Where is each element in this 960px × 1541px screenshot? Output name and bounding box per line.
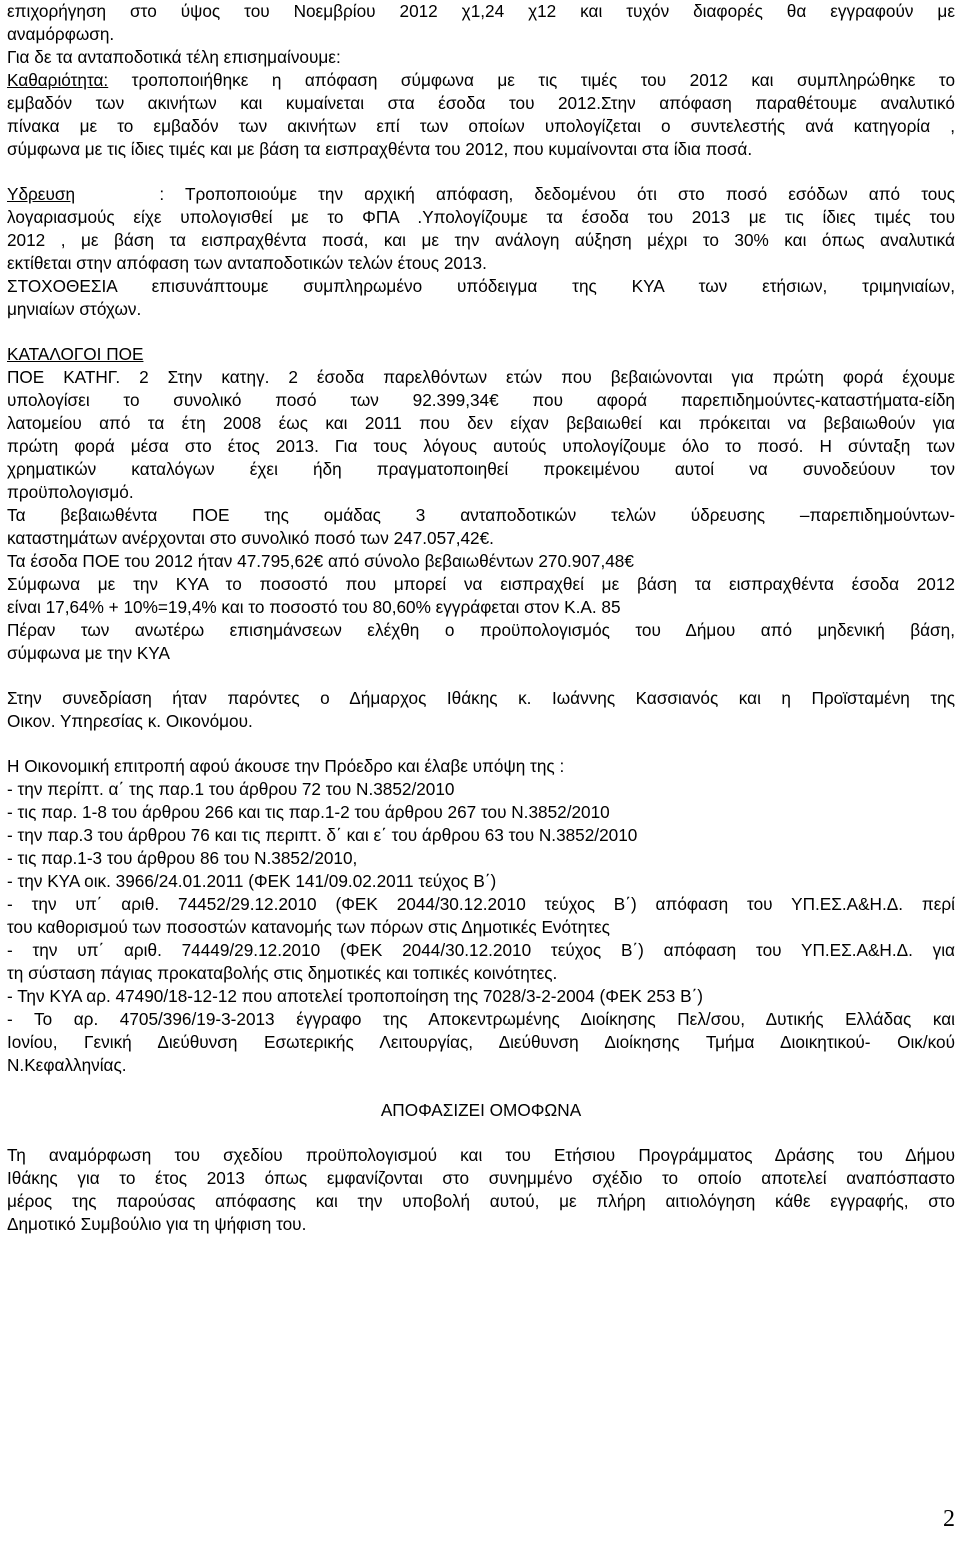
catalogs-heading: ΚΑΤΑΛΟΓΟΙ ΠΟΕ	[7, 344, 144, 364]
list-item: - την περίπτ. α΄ της παρ.1 του άρθρου 72 του Ν.3852/2010	[7, 779, 455, 799]
body-line: είναι 17,64% + 10%=19,4% και το ποσοστό του 80,60% εγγράφεται στον Κ.Α. 85	[7, 597, 621, 617]
list-item: - Την ΚΥΑ αρ. 47490/18-12-12 που αποτελεί τροποποίηση της 7028/3-2-2004 (ΦΕΚ 253 Β΄)	[7, 986, 704, 1006]
list-item: τη σύσταση πάγιας προκαταβολής στις δημοτικές και τοπικές κοινότητες.	[7, 963, 558, 983]
body-line: χρηματικών καταλόγων έχει ήδη πραγματοποιηθεί προκειμένου αυτοί να συνοδεύουν τον	[7, 459, 955, 479]
body-line: σύμφωνα με την ΚΥΑ	[7, 643, 170, 663]
list-item: - την υπ΄ αριθ. 74449/29.12.2010 (ΦΕΚ 2044/30.12.2010 τεύχος Β΄) απόφαση του ΥΠ.ΕΣ.Α&Η.Δ. για	[7, 940, 955, 960]
body-line: Δημοτικό Συμβούλιο για τη ψήφιση του.	[7, 1214, 307, 1234]
body-line: Πέραν των ανωτέρω επισημάνσεων ελέχθη ο προϋπολογισμός του Δήμου από μηδενική βάση,	[7, 620, 955, 640]
body-line: Ιθάκης για το έτος 2013 όπως εμφανίζονται στο συνημμένο σχέδιο το οποίο αποτελεί αναπόσπαστο	[7, 1168, 955, 1188]
decision-heading: ΑΠΟΦΑΣΙΖΕΙ ΟΜΟΦΩΝΑ	[380, 1100, 582, 1120]
list-item: - τις παρ. 1-8 του άρθρου 266 και τις παρ.1-2 του άρθρου 267 του Ν.3852/2010	[7, 802, 610, 822]
body-line: Τα βεβαιωθέντα ΠΟΕ της ομάδας 3 ανταποδοτικών τελών ύδρευσης –παρεπιδημούντων-	[7, 505, 955, 525]
body-line: αναμόρφωση.	[7, 24, 115, 44]
body-line: επιχορήγηση στο ύψος του Νοεμβρίου 2012 χ1,24 χ12 και τυχόν διαφορές θα εγγραφούν με	[7, 1, 955, 21]
body-line: σύμφωνα με τις ίδιες τιμές και με βάση τα εισπραχθέντα του 2012, που κυμαίνονται στα ίδια ποσά.	[7, 139, 753, 159]
document-page	[7, 0, 955, 1236]
body-line: μέρος της παρούσας απόφασης και την υποβολή αυτού, με πλήρη αιτιολόγηση κάθε εγγραφής, στο	[7, 1191, 955, 1211]
list-item: - την παρ.3 του άρθρου 76 και τις περιπτ. δ΄ και ε΄ του άρθρου 63 του Ν.3852/2010	[7, 825, 638, 845]
body-line: Στην συνεδρίαση ήταν παρόντες ο Δήμαρχος Ιθάκης κ. Ιωάννης Κασσιανός και η Προϊσταμένη της	[7, 688, 955, 708]
considerations-heading: Η Οικονομική επιτροπή αφού άκουσε την Πρόεδρο και έλαβε υπόψη της :	[7, 756, 565, 776]
body-line: πρώτη φορά μέσα στο έτος 2013. Για τους λόγους αυτούς υπολογίζουμε όλο το ποσό. Η σύνταξη των	[7, 436, 955, 456]
body-line: Οικον. Υπηρεσίας κ. Οικονόμου.	[7, 711, 253, 731]
body-line: εμβαδόν των ακινήτων και κυμαίνεται στα έσοδα του 2012.Στην απόφαση παραθέτουμε αναλυτικό	[7, 93, 955, 113]
body-line: πίνακα με το εμβαδόν των ακινήτων επί των οποίων υπολογίζεται ο συντελεστής ανά κατηγορία ,	[7, 116, 955, 136]
body-line: 2012 , με βάση τα εισπραχθέντα ποσά, και με την ανάλογη αύξηση μέχρι το 30% και όπως αναλυτικά	[7, 230, 955, 250]
list-item: - τις παρ.1-3 του άρθρου 86 του Ν.3852/2010,	[7, 848, 358, 868]
cleaning-paragraph-first-line: Καθαριότητα: τροποποιήθηκε η απόφαση σύμφωνα με τις τιμές του 2012 και συμπληρώθηκε το	[7, 70, 955, 90]
body-line: Τα έσοδα ΠΟΕ του 2012 ήταν 47.795,62€ από σύνολο βεβαιωθέντων 270.907,48€	[7, 551, 634, 571]
body-line: υπολογίσει το συνολικό ποσό των 92.399,34€ που αφορά παρεπιδημούντες-καταστήματα-είδη	[7, 390, 955, 410]
body-line: μηνιαίων στόχων.	[7, 299, 142, 319]
fees-heading: Για δε τα ανταποδοτικά τέλη επισημαίνουμε:	[7, 47, 341, 67]
page-number: 2	[943, 1506, 955, 1532]
list-item: - Το αρ. 4705/396/19-3-2013 έγγραφο της Αποκεντρωμένης Διοίκησης Πελ/σου, Δυτικής Ελλάδας και	[7, 1009, 955, 1029]
body-line: Σύμφωνα με την ΚΥΑ το ποσοστό που μπορεί να εισπραχθεί με βάση τα εισπραχθέντα έσοδα 2012	[7, 574, 955, 594]
list-item: - την ΚΥΑ οικ. 3966/24.01.2011 (ΦΕΚ 141/09.02.2011 τεύχος Β΄)	[7, 871, 497, 891]
body-line: λογαριασμούς είχε υπολογισθεί με το ΦΠΑ .Υπολογίζουμε τα έσοδα του 2013 με τις ίδιες τιμές του	[7, 207, 955, 227]
water-paragraph-first-line: Υδρευση : Τροποποιούμε την αρχική απόφαση, δεδομένου ότι στο ποσό εσόδων από τους	[7, 184, 955, 204]
body-line: Τη αναμόρφωση του σχεδίου προϋπολογισμού και του Ετήσιου Προγράμματος Δράσης του Δήμου	[7, 1145, 955, 1165]
body-line: καταστημάτων ανέρχονται στο συνολικό ποσό των 247.057,42€.	[7, 528, 494, 548]
cleaning-label: Καθαριότητα:	[7, 70, 109, 90]
body-line: ΣΤΟΧΟΘΕΣΙΑ επισυνάπτουμε συμπληρωμένο υπόδειγμα της ΚΥΑ των ετήσιων, τριμηνιαίων,	[7, 276, 955, 296]
list-item: - την υπ΄ αριθ. 74452/29.12.2010 (ΦΕΚ 2044/30.12.2010 τεύχος Β΄) απόφαση του ΥΠ.ΕΣ.Α&Η.Δ. περί	[7, 894, 955, 914]
list-item: Ιονίου, Γενική Διεύθυνση Εσωτερικής Λειτουργίας, Διεύθυνση Διοίκησης Τμήμα Διοικητικού- Οικ/κού	[7, 1032, 955, 1052]
water-label: Υδρευση	[7, 184, 76, 204]
body-line: εκτίθεται στην απόφαση των ανταποδοτικών τελών έτους 2013.	[7, 253, 487, 273]
body-line: προϋπολογισμό.	[7, 482, 134, 502]
body-line: λατομείου από τα έτη 2008 έως και 2011 που δεν είχαν βεβαιωθεί και πρόκειται να βεβαιωθούν για	[7, 413, 955, 433]
body-line: ΠΟΕ ΚΑΤΗΓ. 2 Στην κατηγ. 2 έσοδα παρελθόντων ετών που βεβαιώνονται για πρώτη φορά έχουμε	[7, 367, 955, 387]
list-item: του καθορισμού των ποσοστών κατανομής των πόρων στις Δημοτικές Ενότητες	[7, 917, 610, 937]
list-item: Ν.Κεφαλληνίας.	[7, 1055, 127, 1075]
